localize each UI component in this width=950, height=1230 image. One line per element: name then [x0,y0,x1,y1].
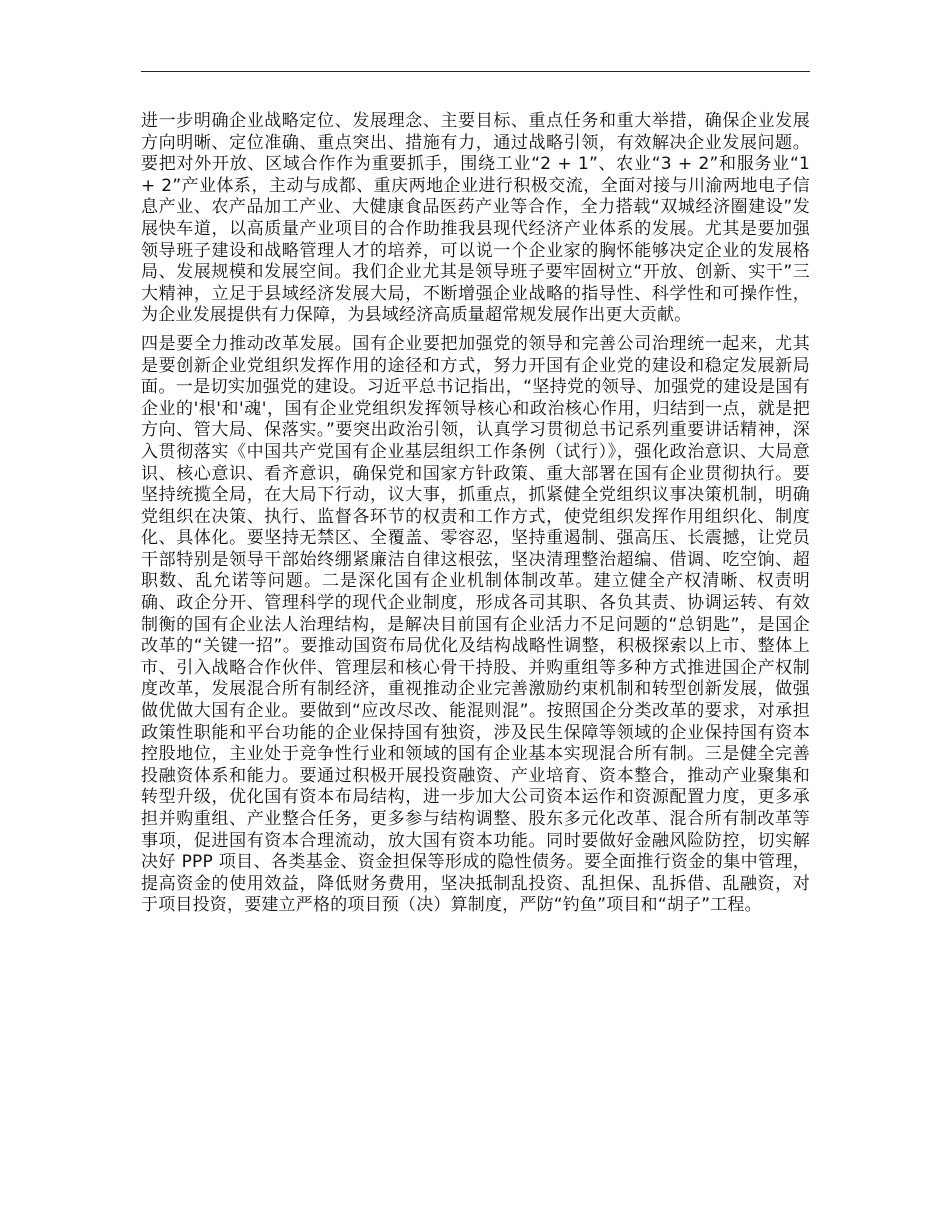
paragraph-reform: 四是要全力推动改革发展。国有企业要把加强党的领导和完善公司治理统一起来，尤其是要创新企业党组织发挥作用的途径和方式，努力开国有企业党的建设和稳定发展新局面。一是切实加强党的建设。习近平总书记指出，“坚持党的领导、加强党的建设是国有企业的'根'和'魂'，国有企业党组织发挥领导核心和政治核心作用，归结到一点，就是把方向、管大局、保落实。”要突出政治引领，认真学习贯彻总书记系列重要讲话精神，深入贯彻落实《中国共产党国有企业基层组织工作条例（试行）》，强化政治意识、大局意识、核心意识、看齐意识，确保党和国家方针政策、重大部署在国有企业贯彻执行。要坚持统揽全局，在大局下行动，议大事，抓重点，抓紧健全党组织议事决策机制，明确党组织在决策、执行、监督各环节的权责和工作方式，使党组织发挥作用组织化、制度化、具体化。要坚持无禁区、全覆盖、零容忍，坚持重遏制、强高压、长震撼，让党员干部特别是领导干部始终绷紧廉洁自律这根弦，坚决清理整治超编、借调、吃空饷、超职数、乱允诺等问题。二是深化国有企业机制体制改革。建立健全产权清晰、权责明确、政企分开、管理科学的现代企业制度，形成各司其职、各负其责、协调运转、有效制衡的国有企业法人治理结构，是解决目前国有企业活力不足问题的“总钥匙”，是国企改革的“关键一招”。要推动国资布局优化及结构战略性调整，积极探索以上市、整体上市、引入战略合作伙伴、管理层和核心骨干持股、并购重组等多种方式推进国企产权制度改革，发展混合所有制经济，重视推动企业完善激励约束机制和转型创新发展，做强做优做大国有企业。要做到“应改尽改、能混则混”。按照国企分类改革的要求，对承担政策性职能和平台功能的企业保持国有独资，涉及民生保障等领域的企业保持国有资本控股地位，主业处于竞争性行业和领域的国有企业基本实现混合所有制。三是健全完善投融资体系和能力。要通过积极开展投资融资、产业培育、资本整合，推动产业聚集和转型升级，优化国有资本布局结构，进一步加大公司资本运作和资源配置力度，更多承担并购重组、产业整合任务，更多参与结构调整、股东多元化改革、混合所有制改革等事项，促进国有资本合理流动，放大国有资本功能。同时要做好金融风险防控，切实解决好 PPP 项目、各类基金、资金担保等形成的隐性债务。要全面推行资金的集中管理，提高资金的使用效益，降低财务费用，坚决抵制乱投资、乱担保、乱拆借、乱融资，对于项目投资，要建立严格的项目预（决）算制度，严防“钓鱼”项目和“胡子”工程。 [141,333,810,916]
header-rule [141,71,810,72]
paragraph-strategy: 进一步明确企业战略定位、发展理念、主要目标、重点任务和重大举措，确保企业发展方向明晰、定位准确、重点突出、措施有力，通过战略引领，有效解决企业发展问题。要把对外开放、区域合作作为重要抓手，围绕工业“2 + 1”、农业“3 + 2”和服务业“1 + 2”产业体系，主动与成都、重庆两地企业进行积极交流，全面对接与川渝两地电子信息产业、农产品加工产业、大健康食品医药产业等合作，全力搭载“双城经济圈建设”发展快车道，以高质量产业项目的合作助推我县现代经济产业体系的发展。尤其是要加强领导班子建设和战略管理人才的培养，可以说一个企业家的胸怀能够决定企业的发展格局、发展规模和发展空间。我们企业尤其是领导班子要牢固树立“开放、创新、实干”三大精神，立足于县域经济发展大局，不断增强企业战略的指导性、科学性和可操作性，为企业发展提供有力保障，为县域经济高质量超常规发展作出更大贡献。 [141,111,810,326]
document-body [141,111,810,917]
